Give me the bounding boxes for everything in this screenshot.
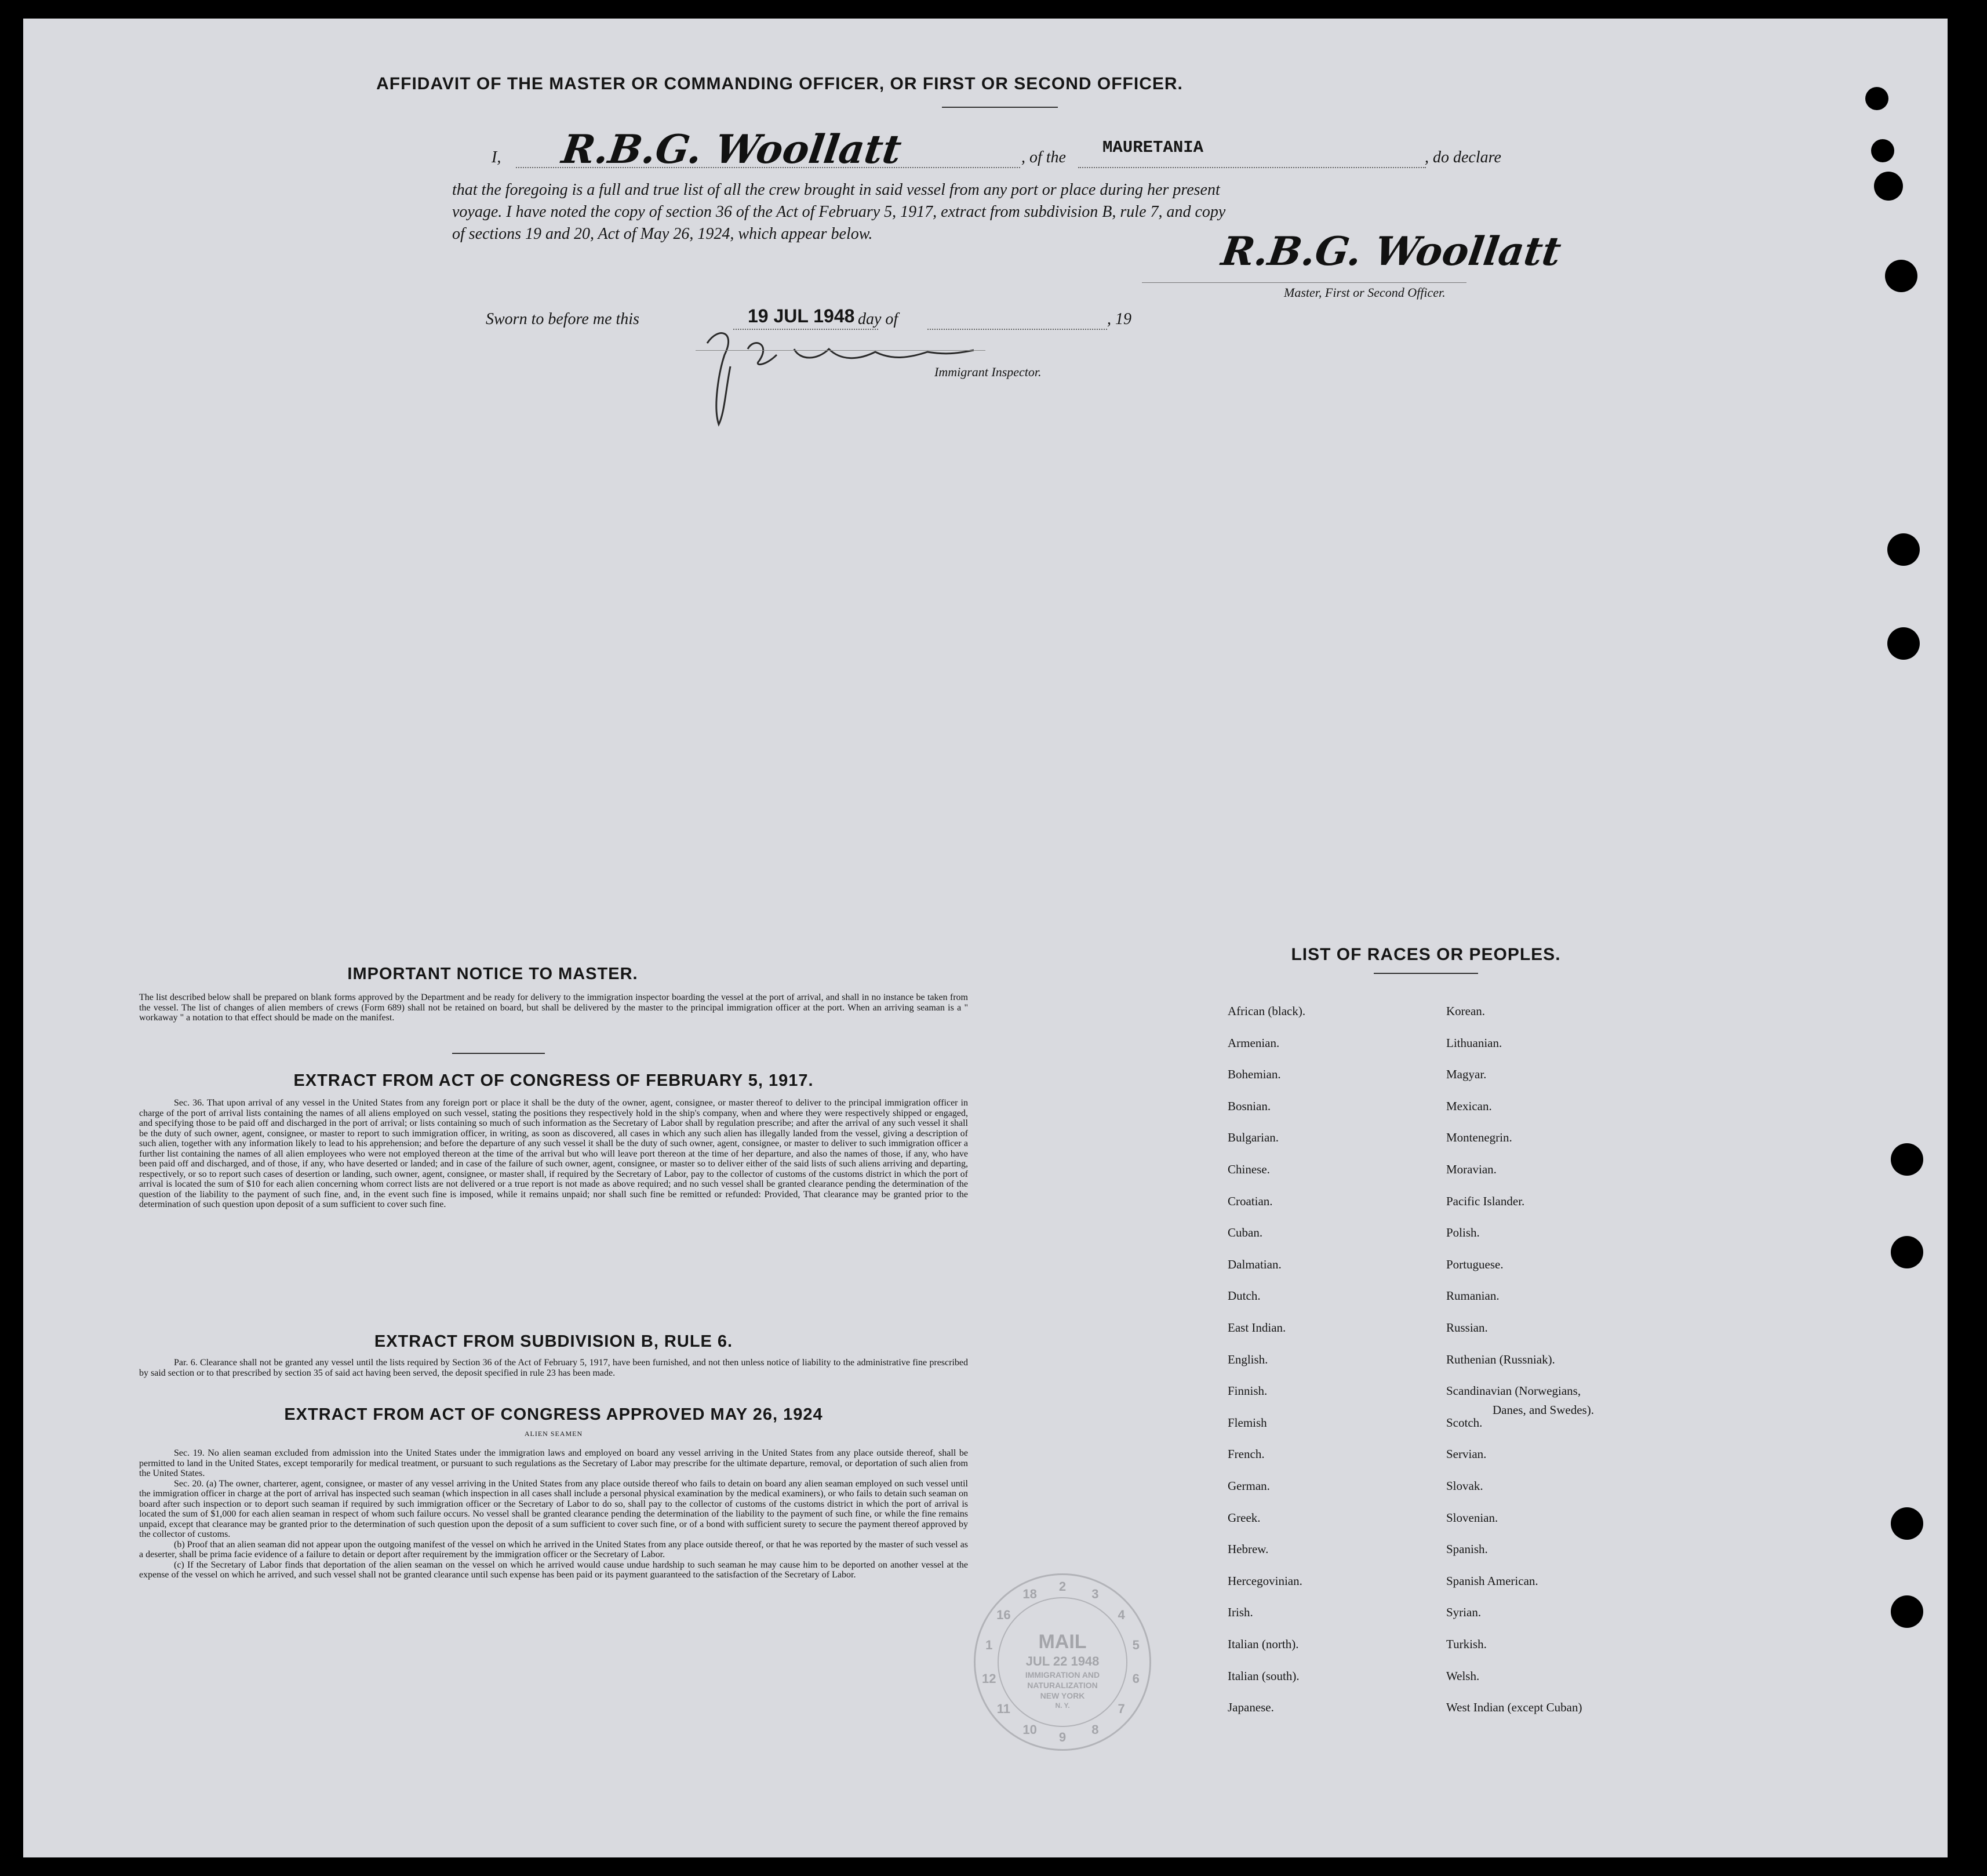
races-title: LIST OF RACES OR PEOPLES. (1291, 945, 1561, 964)
extract-1924-title: EXTRACT FROM ACT OF CONGRESS APPROVED MAY 26, 1924 (284, 1405, 823, 1424)
postmark-mail: MAIL (1038, 1631, 1087, 1653)
punch-hole (1887, 533, 1920, 566)
right-race-item: Rumanian. (1446, 1289, 1500, 1303)
right-race-item: Spanish. (1446, 1542, 1488, 1557)
left-race-item: Bosnian. (1228, 1099, 1271, 1113)
postmark-ring-number: 7 (1118, 1702, 1125, 1717)
vessel-name: MAURETANIA (1102, 138, 1204, 157)
left-race-item: Italian (north). (1228, 1637, 1299, 1651)
inspector-caption: Immigrant Inspector. (934, 365, 1042, 379)
right-race-item: Scandinavian (Norwegians, (1446, 1384, 1581, 1398)
do-declare-label: , do declare (1425, 148, 1501, 166)
postmark-ring-number: 6 (1132, 1671, 1140, 1686)
left-race-item: Finnish. (1228, 1384, 1268, 1398)
extract-1917-text: Sec. 36. That upon arrival of any vessel in the United States from any foreign port or place it shall be the duty of the owner, agent, consignee, or master thereof to deliver to the principal immigration officer in charge of the port of arrival lists containing the names of all aliens employed on such vessel, stating the positions they respectively hold in the ship's company, when and where they were respectively shipped or engaged, and specifying those to be paid off and discharged in the port of arrival; or lists containing so much of such information as the Secretary of Labor shall by regulation prescribe; and after the arrival of any such vessel it shall be the duty of such owner, agent, consignee, or master to report to such immigration officer, in writing, as soon as discovered, all cases in which any such alien has illegally landed from the vessel, giving a description of such alien, together with any information likely to lead to his apprehension; and before the departure of any such vessel it shall be the duty of such owner, agent, consignee, or master to deliver to such immigration officer a further list containing the names of all alien employees who were not employed thereon at the time of the arrival but who will leave port thereon at the time of her departure, and also the names of those, if any, who have been paid off and discharged, and of those, if any, who have deserted or landed; and in case of the failure of such owner, agent, consignee, or master so to deliver either of the said lists of such aliens arriving and departing, respectively, or so to report such cases of desertion or landing, such owner, agent, consignee, or master shall, if required by the Secretary of Labor, pay to the collector of customs of the customs district in which the port of arrival is located the sum of $10 for each alien concerning whom correct lists are not delivered or a true report is not made as above required; and no such vessel shall be granted clearance pending the determination of the question of the liability to the payment of such fine, and, in the event such fine is imposed, while it remains unpaid; nor shall such fine be remitted or refunded: Provided, That clearance may be granted prior to the determination of such question upon deposit of a sum sufficient to cover such fine. (139, 1098, 968, 1209)
declaration-line-1: that the foregoing is a full and true list of all the crew brought in said vessel from any port or place during her present (452, 181, 1220, 199)
day-of-label: day of (858, 310, 898, 328)
mail-postmark (974, 1573, 1151, 1751)
postmark-line4: NATURALIZATION (1027, 1681, 1098, 1690)
left-race-item: Dalmatian. (1228, 1257, 1282, 1271)
right-race-item: Lithuanian. (1446, 1035, 1502, 1050)
signature-name: R.B.G. Woollatt (559, 126, 905, 173)
crew-list-affidavit-page (23, 19, 1948, 1857)
right-race-item: Korean. (1446, 1004, 1486, 1018)
vessel-blank (1078, 167, 1426, 168)
left-race-item: Hercegovinian. (1228, 1573, 1302, 1588)
of-the-label: , of the (1021, 148, 1066, 166)
punch-hole (1887, 627, 1920, 660)
right-race-item: Turkish. (1446, 1637, 1487, 1651)
right-race-item: Montenegrin. (1446, 1130, 1512, 1145)
left-race-item: Armenian. (1228, 1035, 1280, 1050)
declaration-line-2: voyage. I have noted the copy of section 36 of the Act of February 5, 1917, extract from subdivision B, rule 7, and copy (452, 203, 1226, 221)
postmark-ring-number: 8 (1091, 1722, 1099, 1737)
postmark-ring-number: 9 (1058, 1730, 1067, 1744)
extract-rule-text: Par. 6. Clearance shall not be granted any vessel until the lists required by Section 36 of the Act of February 5, 1917, have been furnished, and not then unless notice of liability to the administrative fine prescribed by said section or to that prescribed by section 35 of said act having been served, the deposit specified in rule 23 has been made. (139, 1358, 968, 1378)
races-divider (1374, 973, 1478, 974)
left-race-item: Bohemian. (1228, 1067, 1281, 1082)
left-race-item: African (black). (1228, 1004, 1306, 1018)
sec-20b-text: (b) Proof that an alien seaman did not appear upon the outgoing manifest of the vessel on which he arrived in the United States from any place outside thereof, or that he was reported by the master of such vessel as a deserter, shall be prima facie evidence of a failure to detain or deport after requirement by the immigration officer or the Secretary of Labor. (139, 1539, 968, 1559)
postmark-date: JUL 22 1948 (1025, 1654, 1100, 1668)
year-prefix: , 19 (1107, 310, 1131, 328)
postmark-ring-number: 10 (1022, 1722, 1037, 1737)
right-race-item: West Indian (except Cuban) (1446, 1700, 1582, 1715)
punch-hole (1891, 1143, 1923, 1176)
right-race-item: Polish. (1446, 1226, 1480, 1240)
alien-seamen-subtitle: ALIEN SEAMEN (524, 1430, 583, 1438)
title-divider (942, 107, 1058, 108)
postmark-ring-number: 1 (985, 1638, 993, 1653)
notice-text: The list described below shall be prepared on blank forms approved by the Department and be ready for delivery to the immigration inspector boarding the vessel at the port of arrival, and shall in no instance be taken from the vessel. The list of changes of alien members of crews (Form 689) shall not be retained on board, but shall be delivered by the master to the principal immigration officer at the port. When an arriving seaman is a " workaway " a notation to that effect should be made on the manifest. (139, 992, 968, 1023)
left-race-item: Italian (south). (1228, 1668, 1300, 1683)
sec-20c-text: (c) If the Secretary of Labor finds that deportation of the alien seaman on the vessel on which he arrived would cause undue hardship to such seaman he may cause him to be deported on another vessel at the expense of the vessel on which he arrived, and such vessel shall not be granted clearance until such expense has been paid or its payment guaranteed to the satisfaction of the Secretary of Labor. (139, 1559, 968, 1580)
extract-rule-title: EXTRACT FROM SUBDIVISION B, RULE 6. (374, 1332, 733, 1351)
punch-hole (1885, 260, 1917, 292)
right-race-item: Spanish American. (1446, 1573, 1538, 1588)
punch-hole (1874, 172, 1903, 201)
postmark-line3: IMMIGRATION AND (1025, 1670, 1100, 1679)
extract-1917-title: EXTRACT FROM ACT OF CONGRESS OF FEBRUARY 5, 1917. (293, 1071, 814, 1090)
right-race-item: Welsh. (1446, 1668, 1480, 1683)
sec-20a-text: Sec. 20. (a) The owner, charterer, agent, consignee, or master of any vessel arriving in the United States from any place outside thereof who fails to detain on board any alien seaman employed on such vessel until the immigration officer in charge at the port of arrival has inspected such seaman (which inspection in all cases shall include a personal physical examination by the medical examiners), or who fails to detain such seaman on board after such inspection or to deport such seaman if required by such immigration officer or the Secretary of Labor to do so, shall pay to the collector of customs of the customs district in which the port of arrival is located the sum of $1,000 for each alien seaman in respect of whom such failure occurs. No vessel shall be granted clearance pending the determination of the liability to the payment of such fine, or while the fine remains unpaid, except that clearance may be granted prior to the determination of such question upon the deposit of a sum sufficient to cover such fine, or of a bond with sufficient surety to secure the payment thereof approved by the collector of customs. (139, 1478, 968, 1539)
punch-hole (1891, 1236, 1923, 1268)
left-race-item: French. (1228, 1447, 1265, 1461)
postmark-ring-number: 12 (982, 1671, 996, 1686)
extract-1924-body (139, 1448, 968, 1580)
postmark-ring-number: 4 (1118, 1607, 1125, 1622)
postmark-ring-number: 2 (1058, 1579, 1067, 1594)
left-race-item: East Indian. (1228, 1321, 1286, 1335)
left-race-item: English. (1228, 1352, 1268, 1366)
left-race-item: Cuban. (1228, 1226, 1263, 1240)
postmark-ring-number: 11 (996, 1702, 1010, 1717)
sworn-label: Sworn to before me this (486, 310, 639, 328)
right-race-item: Slovak. (1446, 1479, 1483, 1493)
left-race-item: Greek. (1228, 1510, 1261, 1525)
sec-19-text: Sec. 19. No alien seaman excluded from admission into the United States under the immigration laws and employed on board any vessel arriving in the United States from any place outside thereof, shall be permitted to land in the United States, except temporarily for medical treatment, or pursuant to such regulations as the Secretary of Labor may prescribe for the ultimate departure, removal, or deportation of such alien from the United States. (139, 1448, 968, 1478)
signature-line (1142, 282, 1466, 283)
right-race-item: Mexican. (1446, 1099, 1492, 1113)
affidavit-title: AFFIDAVIT OF THE MASTER OR COMMANDING OFFICER, OR FIRST OR SECOND OFFICER. (376, 74, 1183, 93)
right-race-item: Scotch. (1446, 1415, 1483, 1430)
left-race-item: Flemish (1228, 1415, 1267, 1430)
left-race-item: Croatian. (1228, 1194, 1273, 1208)
right-race-item: Syrian. (1446, 1605, 1482, 1620)
left-race-item: Japanese. (1228, 1700, 1274, 1715)
race-scandinavian-continued: Danes, and Swedes). (1493, 1403, 1594, 1417)
sworn-date-stamp: 19 JUL 1948 (748, 306, 855, 326)
postmark-ring-number: 5 (1132, 1638, 1140, 1653)
postmark-line6: N. Y. (1055, 1702, 1070, 1710)
punch-hole (1891, 1507, 1923, 1540)
punch-hole (1865, 87, 1888, 110)
left-race-item: Chinese. (1228, 1162, 1270, 1176)
right-race-item: Moravian. (1446, 1162, 1497, 1176)
right-race-item: Servian. (1446, 1447, 1487, 1461)
postmark-ring-number: 16 (996, 1607, 1011, 1622)
postmark-ring-number: 18 (1022, 1586, 1037, 1601)
punch-hole (1891, 1595, 1923, 1628)
left-race-item: Hebrew. (1228, 1542, 1269, 1557)
left-race-item: German. (1228, 1479, 1270, 1493)
right-race-item: Magyar. (1446, 1067, 1487, 1082)
right-race-item: Pacific Islander. (1446, 1194, 1525, 1208)
master-signature: R.B.G. Woollatt (1218, 228, 1564, 275)
master-caption: Master, First or Second Officer. (1284, 285, 1446, 300)
punch-hole (1871, 139, 1894, 162)
left-race-item: Dutch. (1228, 1289, 1261, 1303)
right-race-item: Ruthenian (Russniak). (1446, 1352, 1555, 1366)
inspector-line (696, 350, 985, 351)
i-label: I, (492, 148, 501, 166)
right-race-item: Portuguese. (1446, 1257, 1504, 1271)
postmark-ring-number: 3 (1091, 1586, 1099, 1601)
notice-title: IMPORTANT NOTICE TO MASTER. (347, 965, 638, 983)
postmark-line5: NEW YORK (1040, 1691, 1085, 1700)
right-race-item: Russian. (1446, 1321, 1488, 1335)
left-race-item: Bulgarian. (1228, 1130, 1279, 1145)
declaration-line-3: of sections 19 and 20, Act of May 26, 1924, which appear below. (452, 225, 873, 243)
notice-divider (452, 1053, 545, 1054)
right-race-item: Slovenian. (1446, 1510, 1498, 1525)
left-race-item: Irish. (1228, 1605, 1253, 1620)
